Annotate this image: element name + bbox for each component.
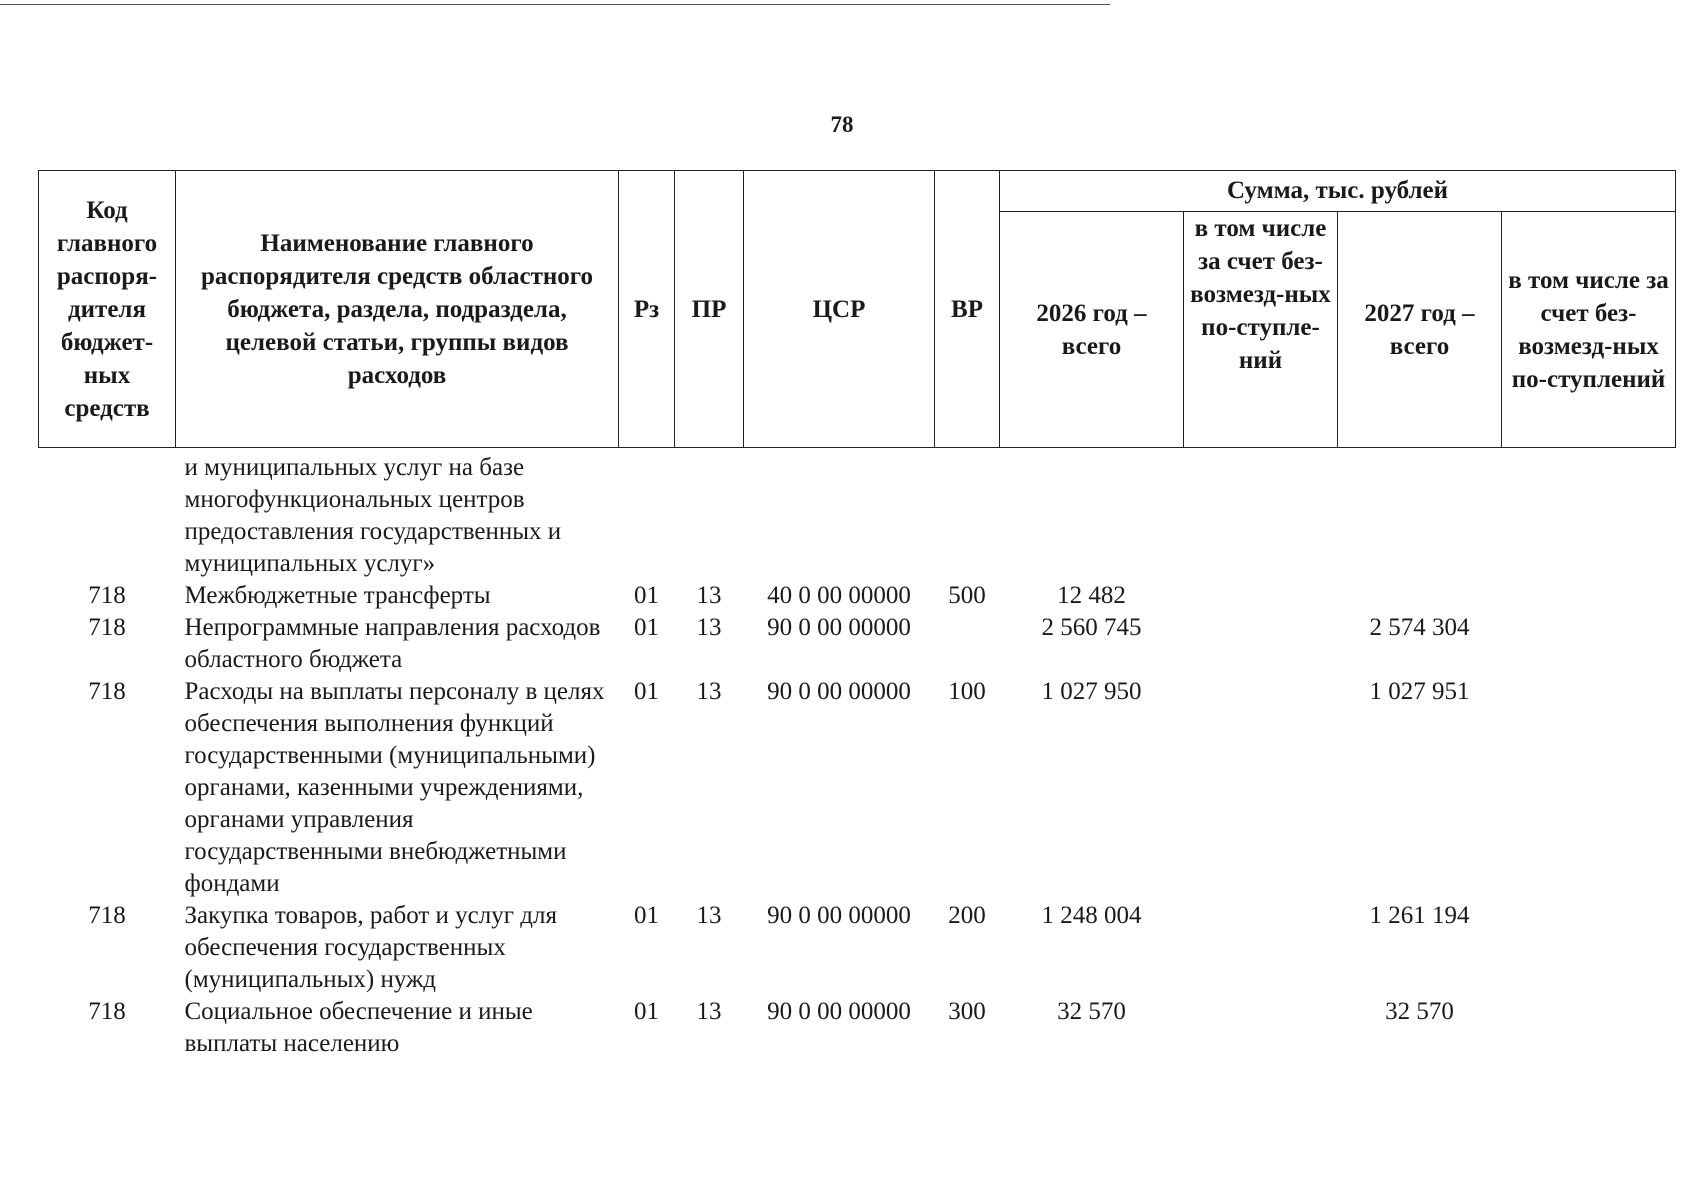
cell-csr: 90 0 00 00000 (767, 678, 911, 705)
cell-2026-free (1184, 580, 1338, 612)
cell-pr: 13 (696, 998, 722, 1025)
cell-2026-total: 32 570 (1057, 998, 1126, 1025)
header-code: Код главного распоря-дителя бюджет-ных средств (39, 171, 176, 448)
top-scan-rule (0, 4, 1110, 5)
table-row (39, 900, 1676, 996)
cell-2027-total: 2 574 304 (1369, 614, 1470, 641)
header-rz: Рз (619, 171, 675, 448)
cell-2027-total: 32 570 (1385, 998, 1454, 1025)
cell-2027-total: 1 261 194 (1369, 902, 1470, 929)
header-2026-total: 2026 год – всего (1000, 212, 1184, 448)
cell-pr: 13 (696, 582, 722, 609)
cell-2027-free (1502, 676, 1676, 900)
table-row (39, 612, 1676, 676)
cell-2026-free (1184, 676, 1338, 900)
cell-2026-total: 1 027 950 (1041, 678, 1142, 705)
table-row (39, 996, 1676, 1060)
cell-rz: 01 (634, 902, 659, 929)
table-header (39, 171, 1676, 448)
table-row (39, 448, 1676, 581)
header-pr: ПР (675, 171, 744, 448)
cell-vr: 500 (948, 582, 986, 609)
cell-2027-free (1502, 900, 1676, 996)
header-csr: ЦСР (744, 171, 935, 448)
cell-name: Межбюджетные трансферты (184, 582, 491, 609)
cell-code (39, 448, 176, 581)
cell-rz (619, 448, 675, 581)
cell-2026-free (1184, 612, 1338, 676)
cell-vr (935, 448, 1000, 581)
cell-code: 718 (88, 998, 126, 1025)
header-2027-total: 2027 год – всего (1338, 212, 1502, 448)
cell-csr: 90 0 00 00000 (767, 902, 911, 929)
cell-csr: 90 0 00 00000 (767, 614, 911, 641)
cell-pr: 13 (696, 902, 722, 929)
cell-name: Непрограммные направления расходов областного бюджета (184, 614, 601, 673)
cell-2026-free (1184, 900, 1338, 996)
cell-2026-total: 1 248 004 (1041, 902, 1142, 929)
cell-2027-free (1502, 448, 1676, 581)
cell-2026-total: 12 482 (1057, 582, 1126, 609)
cell-vr (935, 612, 1000, 676)
header-sum: Сумма, тыс. рублей (1000, 171, 1676, 212)
cell-code: 718 (88, 614, 126, 641)
cell-rz: 01 (634, 614, 659, 641)
cell-2027-total (1338, 580, 1502, 612)
budget-table (38, 170, 1676, 1060)
cell-2027-total: 1 027 951 (1369, 678, 1470, 705)
cell-pr: 13 (696, 678, 722, 705)
cell-code: 718 (88, 678, 126, 705)
header-name: Наименование главного распорядителя средств областного бюджета, раздела, подраздела, целевой статьи, группы видов расходов (176, 171, 619, 448)
table-body (39, 448, 1676, 1061)
table-row (39, 580, 1676, 612)
cell-2027-total (1338, 448, 1502, 581)
cell-code: 718 (88, 582, 126, 609)
header-2027-free: в том числе за счет без-возмезд-ных по-ступлений (1502, 212, 1676, 448)
cell-vr: 300 (948, 998, 986, 1025)
cell-2026-total: 2 560 745 (1041, 614, 1142, 641)
cell-vr: 200 (948, 902, 986, 929)
cell-pr: 13 (696, 614, 722, 641)
cell-name: Расходы на выплаты персоналу в целях обеспечения выполнения функций государственными (муниципальными) органами, казенными учреждениями, органами управления государственными внебюджетными фондами (184, 678, 605, 897)
cell-2027-free (1502, 996, 1676, 1060)
cell-csr (744, 448, 935, 581)
cell-csr: 90 0 00 00000 (767, 998, 911, 1025)
cell-rz: 01 (634, 678, 659, 705)
cell-2027-free (1502, 580, 1676, 612)
cell-2027-free (1502, 612, 1676, 676)
cell-2026-total (1000, 448, 1184, 581)
cell-2026-free (1184, 996, 1338, 1060)
cell-pr (675, 448, 744, 581)
table-row (39, 676, 1676, 900)
cell-code: 718 (88, 902, 126, 929)
header-vr: ВР (935, 171, 1000, 448)
cell-rz: 01 (634, 582, 659, 609)
cell-rz: 01 (634, 998, 659, 1025)
page-number: 78 (830, 112, 854, 137)
cell-2026-free (1184, 448, 1338, 581)
header-2026-free: в том числе за счет без-возмезд-ных по-ступле-ний (1184, 212, 1338, 448)
cell-name: и муниципальных услуг на базе многофункциональных центров предоставления государственных и муниципальных услуг» (184, 454, 562, 577)
cell-name: Социальное обеспечение и иные выплаты населению (184, 998, 533, 1057)
cell-vr: 100 (948, 678, 986, 705)
cell-csr: 40 0 00 00000 (767, 582, 911, 609)
cell-name: Закупка товаров, работ и услуг для обеспечения государственных (муниципальных) нужд (184, 902, 557, 993)
